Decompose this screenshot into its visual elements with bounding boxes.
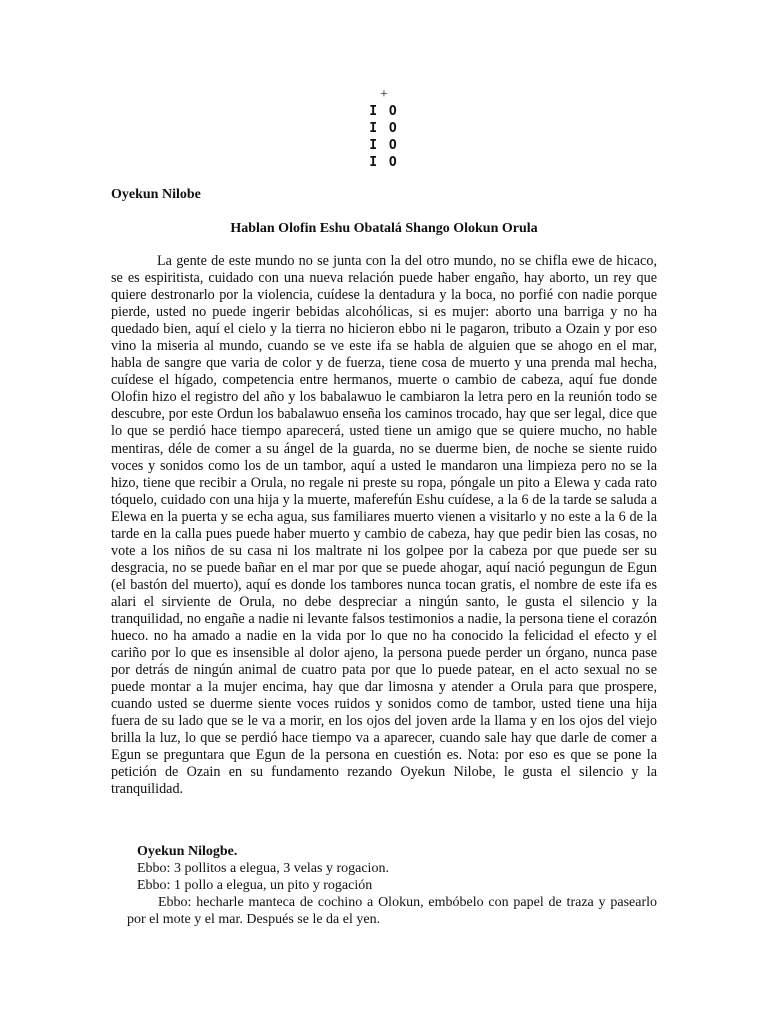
signature-row: I O [369, 121, 399, 136]
speakers-heading: Hablan Olofin Eshu Obatalá Shango Olokun Orula [230, 221, 538, 236]
signature-row: I O [369, 155, 399, 170]
ebbo-line: Ebbo: hecharle manteca de cochino a Olokun, embóbelo con papel de traza y pasearlo por el mote y el mar. Después se le da el yen. [127, 895, 657, 927]
body-paragraph: La gente de este mundo no se junta con la del otro mundo, no se chifla ewe de hicaco, se es espiritista, cuidado con una nueva relación puede haber engaño, hay aborto, un rey que quiere destronarlo por la violencia, cuídese la dentadura y la boca, no porfié con nadie porque pierde, usted no puede ingerir bebidas alcohólicas, si es mujer: aborto una barriga y no ha quedado bien, aquí el cielo y la tierra no hicieron ebbo ni le pagaron, tributo a Ozain y por eso vino la miseria al mundo, cuando se ve este ifa se habla de alguien que se ahogo en el mar, habla de sangre que varia de color y de fuerza, tiene cosa de muerto y una prenda mal hecha, cuídese el hígado, competencia entre hermanos, muerte o cambio de cabeza, aquí fue donde Olofin hizo el registro del año y los babalawuo le cambiaron la letra pero en la reunión todo se descubre, por este Ordun los babalawuo enseña los caminos trocado, hay que ser legal, dice que lo que se perdió hace tiempo aparecerá, usted tiene un amigo que se quiere mucho, no hable mentiras, déle de comer a su ángel de la guarda, no se duerme bien, de noche se siente ruido voces y sonidos como los de un tambor, aquí a usted le mandaron una limpieza pero no se la hizo, tiene que recibir a Orula, no regale ni preste su ropa, póngale un pito a Elewa y cada rato tóquelo, cuidado con una hija y la muerte, maferefún Eshu cuídese, a la 6 de la tarde se saluda a Elewa en la puerta y se echa agua, sus familiares muerto vienen a visitarlo y no este a la 6 de la tarde en la calla pues puede haber muerto y cambio de cabeza, hay que pedir bien las cosas, no vote a los niños de su casa ni los maltrate ni los golpee por la cabeza por que puede ser su desgracia, no se puede bañar en el mar por que se puede ahogar, aquí nació pegungun de Egun (el bastón del muerto), aquí es donde los tambores nunca tocan gratis, el nombre de este ifa es alari el sirviente de Orula, no debe despreciar a ningún santo, le gusta el silencio y la tranquilidad, no engañe a nadie ni levante falsos testimonios a nadie, la persona tiene el corazón hueco. no ha amado a nadie en la vida por lo que no ha conocido la felicidad el efecto y el cariño por lo que es insensible al dolor ajeno, la persona puede perder un órgano, nunca pase por detrás de ningún animal de cuatro pata por que lo puede patear, en el acto sexual no se puede montar a la mujer encima, hay que dar limosna y atender a Orula para que prospere, cuando usted se duerme siente voces ruidos y sonidos como de tambor, usted tiene una hija fuera de su lado que se le va a morir, en los ojos del joven arde la llama y en los ojos del viejo brilla la luz, lo que se perdió hace tiempo va a aparecer, cuando sale hay que darle de comer a Egun se preguntara que Egun de la persona en cuestión es. Nota: por eso es que se pone la petición de Ozain en su fundamento rezando Oyekun Nilobe, le gusta el silencio y la tranquilidad. [111, 253, 657, 798]
odu-signature [0, 86, 768, 171]
ebbo-line: Ebbo: 1 pollo a elegua, un pito y rogación [137, 878, 373, 893]
ebbo-line: Ebbo: 3 pollitos a elegua, 3 velas y rogacion. [137, 861, 389, 876]
signature-row: I O [369, 104, 399, 119]
ebbo-section [111, 843, 657, 928]
signature-row: I O [369, 138, 399, 153]
odu-title: Oyekun Nilobe [111, 187, 201, 202]
signature-plus: + [380, 87, 388, 102]
ebbo-title: Oyekun Nilogbe. [137, 844, 238, 859]
